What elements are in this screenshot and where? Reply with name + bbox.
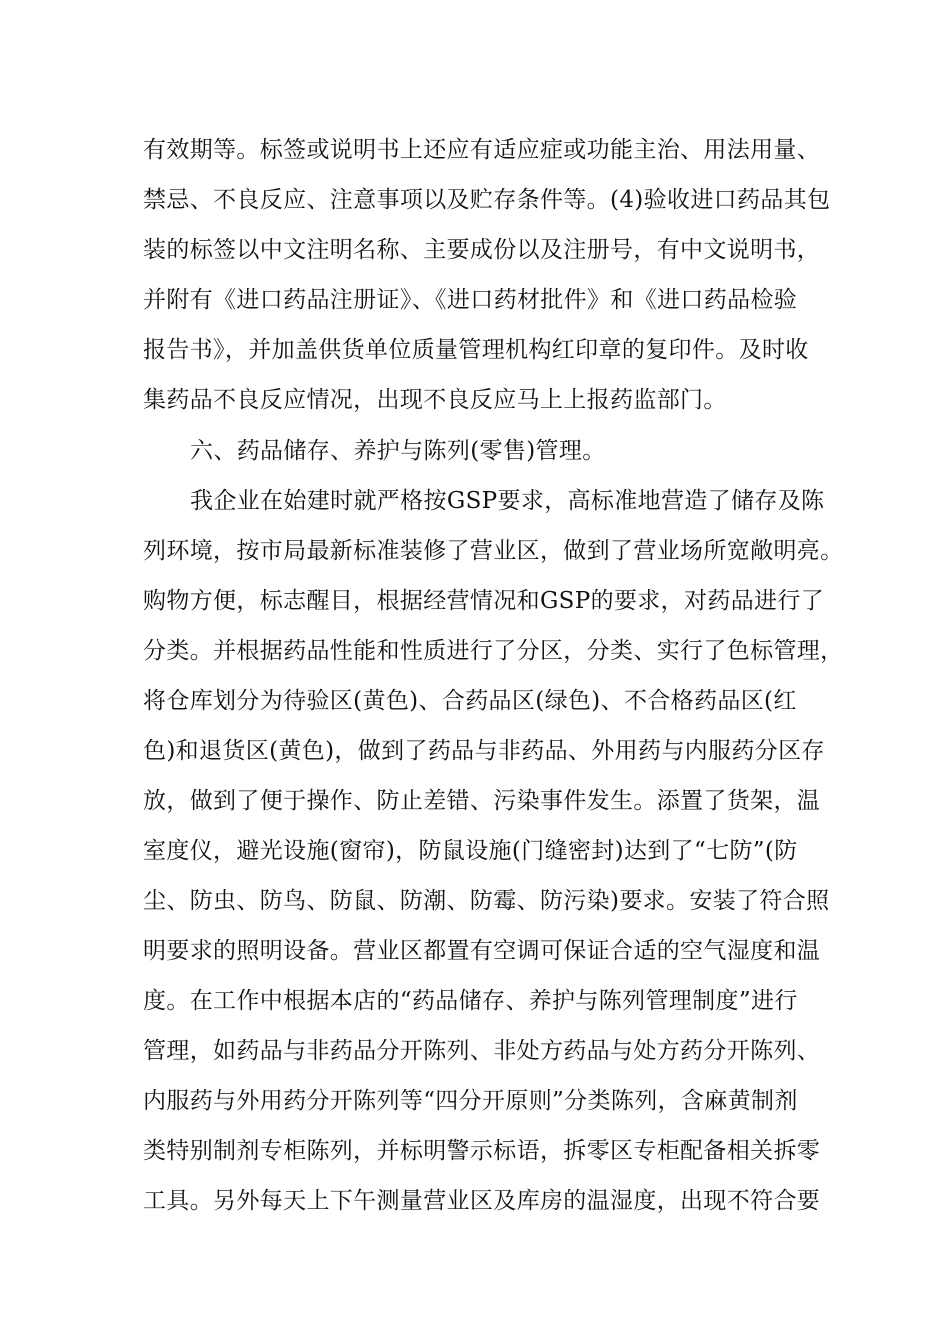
body-text-line: 列环境，按市局最新标准装修了营业区，做到了营业场所宽敞明亮。 (143, 538, 844, 564)
paragraph-first-line: 我企业在始建时就严格按GSP要求，高标准地营造了储存及陈 (190, 488, 825, 514)
body-text-line: 禁忌、不良反应、注意事项以及贮存条件等。(4)验收进口药品其包 (143, 187, 831, 213)
body-text-line: 有效期等。标签或说明书上还应有适应症或功能主治、用法用量、 (143, 137, 821, 163)
body-text-line: 度。在工作中根据本店的“药品储存、养护与陈列管理制度”进行 (143, 988, 798, 1014)
body-text-line: 并附有《进口药品注册证》、《进口药材批件》和《进口药品检验 (143, 287, 798, 313)
body-text-line: 放，做到了便于操作、防止差错、污染事件发生。添置了货架，温 (143, 788, 821, 814)
body-text-line: 分类。并根据药品性能和性质进行了分区，分类、实行了色标管理， (143, 638, 844, 664)
body-text-line: 将仓库划分为待验区(黄色)、合药品区(绿色)、不合格药品区(红 (143, 688, 797, 714)
body-text-line: 集药品不良反应情况，出现不良反应马上上报药监部门。 (143, 387, 727, 413)
body-text-line: 明要求的照明设备。营业区都置有空调可保证合适的空气湿度和温 (143, 938, 821, 964)
section-heading: 六、药品储存、养护与陈列(零售)管理。 (190, 438, 606, 464)
body-text-line: 色)和退货区(黄色)，做到了药品与非药品、外用药与内服药分区存 (143, 738, 825, 764)
body-text-line: 报告书》，并加盖供货单位质量管理机构红印章的复印件。及时收 (143, 337, 809, 363)
body-text-line: 尘、防虫、防鸟、防鼠、防潮、防霉、防污染)要求。安装了符合照 (143, 888, 830, 914)
body-text-line: 装的标签以中文注明名称、主要成份以及注册号，有中文说明书， (143, 237, 821, 263)
body-text-line: 工具。另外每天上下午测量营业区及库房的温湿度，出现不符合要 (143, 1188, 821, 1214)
body-text-line: 室度仪，避光设施(窗帘)，防鼠设施(门缝密封)达到了“七防”(防 (143, 838, 798, 864)
body-text-line: 管理，如药品与非药品分开陈列、非处方药品与处方药分开陈列、 (143, 1038, 821, 1064)
body-text-line: 内服药与外用药分开陈列等“四分开原则”分类陈列，含麻黄制剂 (143, 1088, 798, 1114)
body-text-line: 类特别制剂专柜陈列，并标明警示标语，拆零区专柜配备相关拆零 (143, 1138, 821, 1164)
body-text-line: 购物方便，标志醒目，根据经营情况和GSP的要求，对药品进行了 (143, 588, 825, 614)
